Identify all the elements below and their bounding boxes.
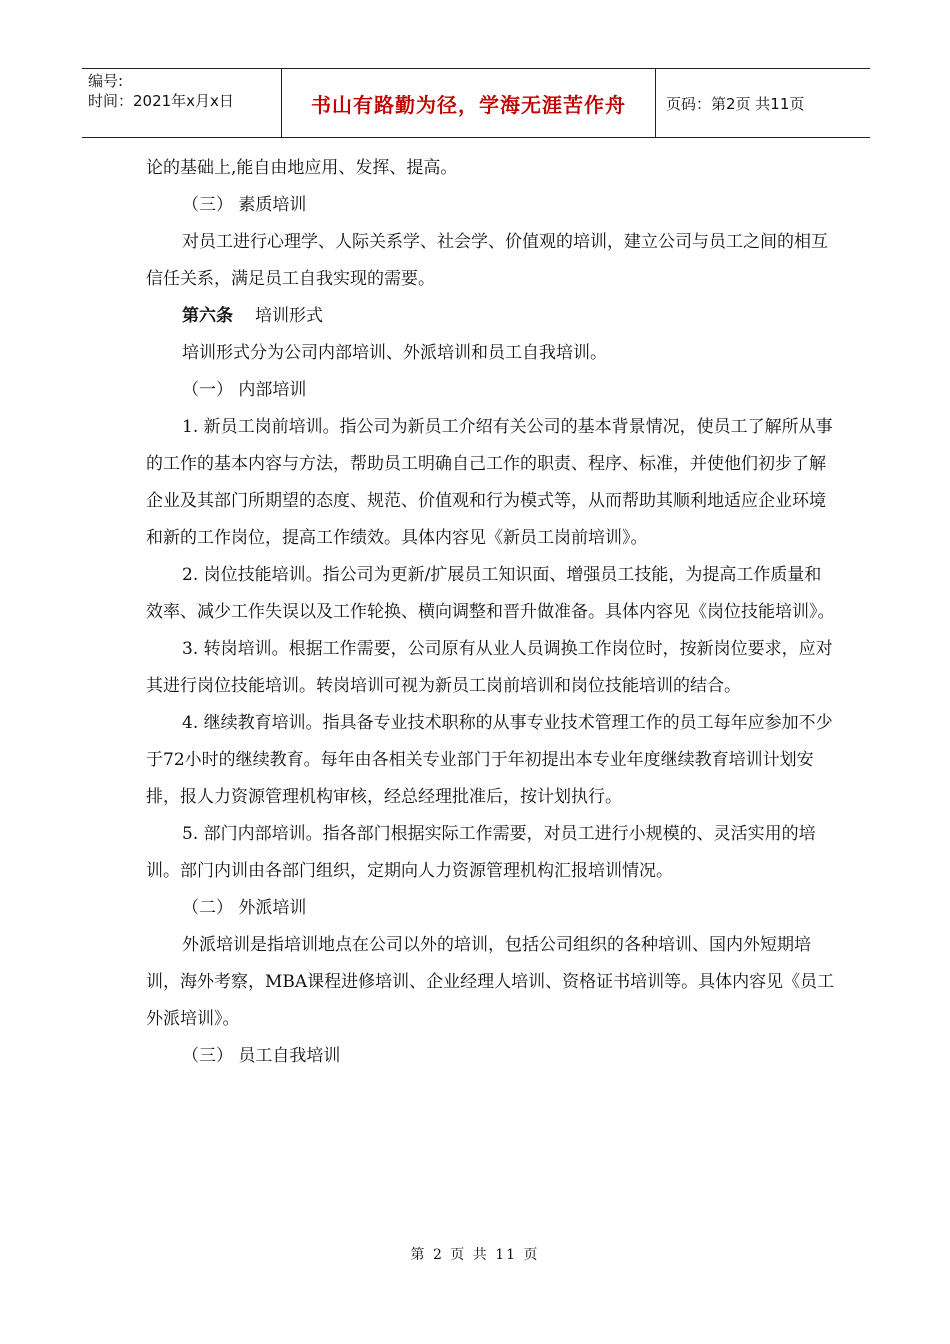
list-item: 5. 部门内部培训。指各部门根据实际工作需要，对员工进行小规模的、灵活实用的培训。部门内训由各部门组织，定期向人力资源管理机构汇报培训情况。 — [146, 824, 816, 881]
page-footer: 第 2 页 共 11 页 — [410, 1247, 540, 1263]
section-heading: （三） 素质培训 — [182, 195, 307, 215]
list-item: 2. 岗位技能培训。指公司为更新/扩展员工知识面、增强员工技能，为提高工作质量和效率、减少工作失误以及工作轮换、横向调整和晋升做准备。具体内容见《岗位技能培训》。 — [146, 565, 835, 622]
section-heading: （二） 外派培训 — [182, 898, 307, 918]
section-heading: （三） 员工自我培训 — [182, 1046, 341, 1066]
list-item: 3. 转岗培训。根据工作需要，公司原有从业人员调换工作岗位时，按新岗位要求，应对其进行岗位技能培训。转岗培训可视为新员工岗前培训和岗位技能培训的结合。 — [146, 639, 833, 696]
article-heading — [146, 298, 836, 335]
paragraph: 外派培训是指培训地点在公司以外的培训，包括公司组织的各种培训、国内外短期培训，海外考察，MBA课程进修培训、企业经理人培训、资格证书培训等。具体内容见《员工外派培训》。 — [146, 935, 835, 1029]
article-label: 第六条 — [182, 306, 233, 326]
list-item: 4. 继续教育培训。指具备专业技术职称的从事专业技术管理工作的员工每年应参加不少于72小时的继续教育。每年由各相关专业部门于年初提出本专业年度继续教育培训计划安排，报人力资源管理机构审核，经总经理批准后，按计划执行。 — [146, 713, 833, 807]
header-page-info: 页码：第2页 共11页 — [666, 94, 805, 113]
document-body — [146, 150, 836, 1075]
article-title: 培训形式 — [255, 306, 323, 326]
header-meta — [82, 69, 282, 137]
document-time-label: 时间：2021年x月x日 — [88, 92, 234, 110]
document-number-label: 编号: — [88, 72, 124, 90]
page-header — [82, 68, 870, 138]
header-motto: 书山有路勤为径，学海无涯苦作舟 — [311, 92, 626, 117]
header-motto-cell — [282, 69, 656, 137]
paragraph: 对员工进行心理学、人际关系学、社会学、价值观的培训，建立公司与员工之间的相互信任关系，满足员工自我实现的需要。 — [146, 232, 828, 289]
list-item: 1. 新员工岗前培训。指公司为新员工介绍有关公司的基本背景情况，使员工了解所从事的工作的基本内容与方法，帮助员工明确自己工作的职责、程序、标准，并使他们初步了解企业及其部门所期望的态度、规范、价值观和行为模式等，从而帮助其顺利地适应企业环境和新的工作岗位，提高工作绩效。具体内容见《新员工岗前培训》。 — [146, 417, 833, 548]
paragraph: 论的基础上,能自由地应用、发挥、提高。 — [146, 158, 458, 178]
section-heading: （一） 内部培训 — [182, 380, 307, 400]
paragraph: 培训形式分为公司内部培训、外派培训和员工自我培训。 — [182, 343, 607, 363]
